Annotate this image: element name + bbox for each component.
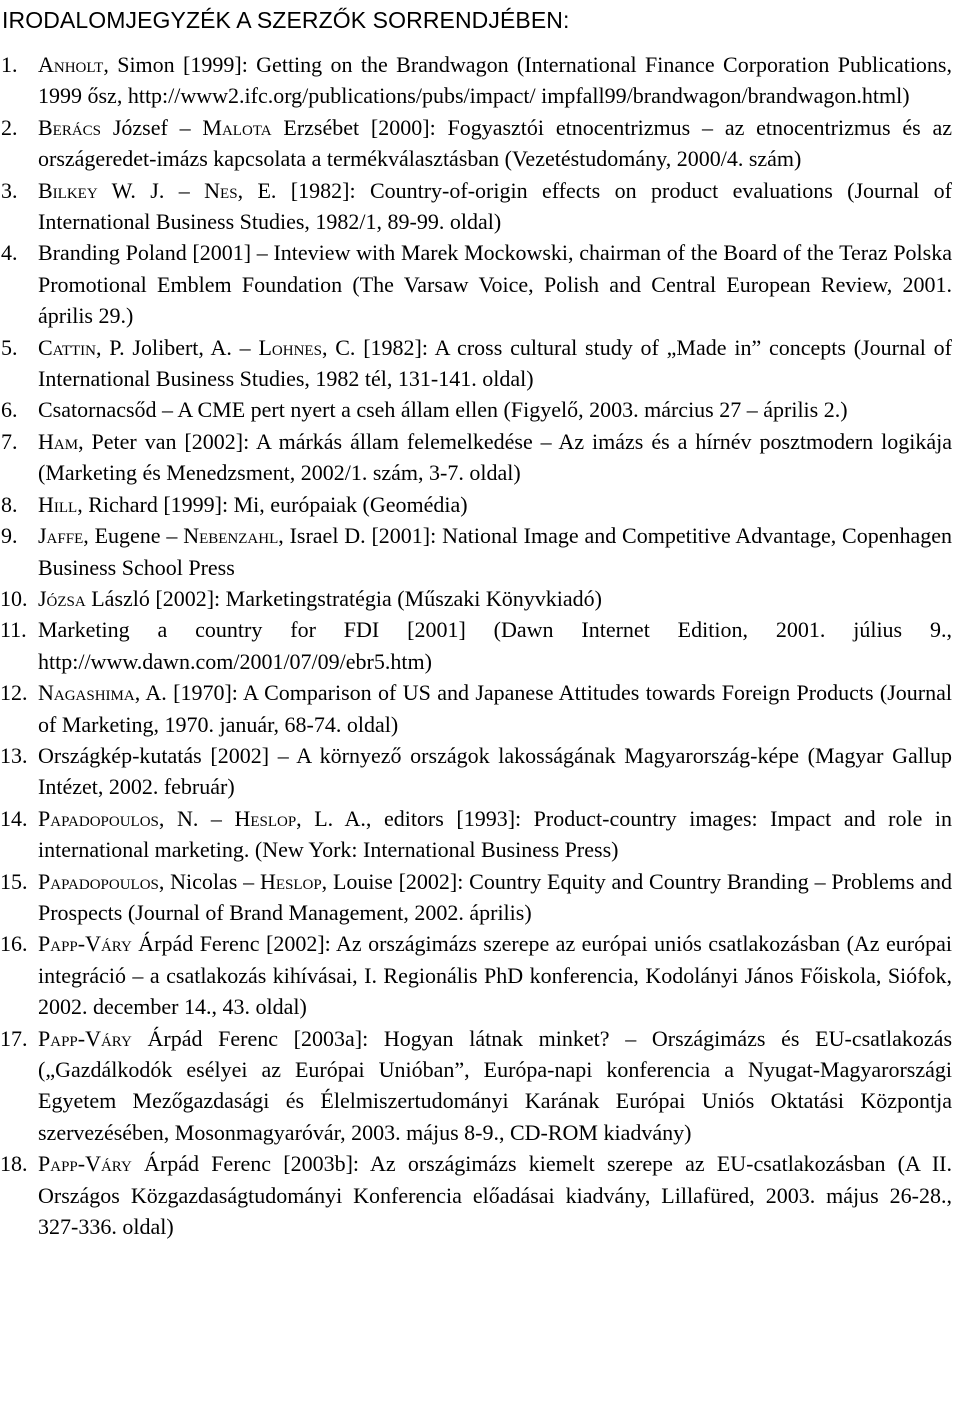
reference-item: [1, 237, 952, 331]
reference-text: , L. A., editors [1993]: Product-country images: Impact and role in international marketing. (New York: International Business Press): [38, 805, 952, 863]
author-surname: Nes: [204, 177, 238, 203]
reference-text: , A. [1970]: A Comparison of US and Japanese Attitudes towards Foreign Products (Journal of Marketing, 1970. január, 68-74. oldal): [38, 680, 952, 737]
reference-text: , Nicolas –: [158, 868, 260, 894]
author-surname: Papadopoulos: [38, 805, 159, 831]
reference-text: Árpád Ferenc [2003b]: Az országimázs kiemelt szerepe az EU-csatlakozásban (A II. Országos Közgazdaságtudományi Konferencia előadásai kiadvány, Lillafüred, 2003. május 26-28., 327-336. oldal): [38, 1151, 952, 1240]
reference-item: [0, 614, 952, 677]
bibliography-heading: IRODALOMJEGYZÉK A SZERZŐK SORRENDJÉBEN:: [2, 7, 570, 33]
author-surname: Papadopoulos: [38, 868, 159, 894]
author-surname: Papp-Váry: [38, 1151, 132, 1177]
reference-number: 12.: [0, 680, 28, 706]
reference-text: , P. Jolibert, A. –: [96, 334, 259, 360]
reference-text: Erzsébet [2000]: Fogyasztói etnocentrizmus – az etnocentrizmus és az országeredet-imázs kapcsolata a termékválasztásban (Vezetéstudomány, 2000/4. szám): [38, 114, 952, 172]
reference-text: , Eugene –: [83, 523, 184, 549]
reference-item: [1, 175, 952, 238]
reference-number: 9.: [1, 523, 18, 549]
reference-text: László [2002]: Marketingstratégia (Műszaki Könyvkiadó): [85, 585, 602, 611]
reference-number: 17.: [0, 1025, 28, 1051]
reference-text: , N. –: [158, 805, 235, 831]
reference-text: , Peter van [2002]: A márkás állam felemelkedése – Az imázs és a hírnév posztmodern logikája (Marketing és Menedzsment, 2002/1. szám, 3-7. oldal): [38, 428, 952, 486]
reference-text: , C. [1982]: A cross cultural study of „Made in” concepts (Journal of International Business Studies, 1982 tél, 131-141. oldal): [38, 334, 952, 392]
reference-item: [0, 928, 952, 1022]
reference-item: [0, 1148, 952, 1242]
reference-number: 10.: [0, 585, 28, 611]
author-surname: Cattin: [38, 334, 96, 360]
reference-number: 18.: [0, 1151, 28, 1177]
reference-item: [1, 112, 952, 175]
reference-item: [1, 49, 952, 112]
reference-item: [1, 520, 952, 583]
reference-text: Országkép-kutatás [2002] – A környező országok lakosságának Magyarország-képe (Magyar Gallup Intézet, 2002. február): [38, 742, 952, 800]
author-surname: Lohnes: [258, 334, 322, 360]
reference-text: Csatornacsőd – A CME pert nyert a cseh állam ellen (Figyelő, 2003. március 27 – április 2.): [38, 397, 848, 423]
reference-number: 4.: [1, 240, 18, 266]
reference-text: , Simon [1999]: Getting on the Brandwagon (International Finance Corporation Publications, 1999 ősz, http://www2.ifc.org/publications/pubs/impact/ impfall99/brandwagon/brandwagon.html): [38, 52, 952, 109]
reference-text: W. J. –: [97, 177, 205, 203]
reference-number: 1.: [1, 52, 18, 77]
reference-list: [0, 49, 952, 1242]
reference-item: [1, 489, 952, 520]
reference-number: 6.: [1, 397, 18, 423]
reference-text: Árpád Ferenc [2003a]: Hogyan látnak minket? – Országimázs és EU-csatlakozás („Gazdálkodók esélyei az Európai Unióban”, Európa-napi konferencia a Nyugat-Magyarországi Egyetem Mezőgazdasági és Élelmiszertudományi Karának Európai Uniós Oktatási Központja szervezésében, Mosonmagyaróvár, 2003. május 8-9., CD-ROM kiadvány): [38, 1025, 952, 1145]
author-surname: Heslop: [234, 805, 297, 831]
reference-text: , Louise [2002]: Country Equity and Country Branding – Problems and Prospects (Journal of Brand Management, 2002. április): [38, 868, 952, 925]
author-surname: Nebenzahl: [183, 523, 279, 549]
reference-number: 16.: [0, 931, 28, 957]
reference-number: 14.: [0, 805, 28, 831]
reference-item: [0, 740, 952, 803]
author-surname: Nagashima: [38, 680, 135, 706]
author-surname: Ham: [38, 428, 79, 454]
reference-text: , E. [1982]: Country-of-origin effects on product evaluations (Journal of International Business Studies, 1982/1, 89-99. oldal): [38, 177, 952, 235]
reference-item: [0, 583, 952, 614]
reference-item: [0, 1023, 952, 1149]
reference-item: [1, 332, 952, 395]
author-surname: Józsa: [38, 585, 86, 611]
reference-number: 5.: [1, 334, 18, 360]
reference-number: 8.: [1, 491, 18, 517]
reference-item: [1, 394, 952, 425]
reference-text: Branding Poland [2001] – Inteview with Marek Mockowski, chairman of the Board of the Teraz Polska Promotional Emblem Foundation (The Varsaw Voice, Polish and Central European Review, 2001. április 29.): [38, 240, 952, 329]
author-surname: Papp-Váry: [38, 931, 132, 957]
reference-text: Marketing a country for FDI [2001] (Dawn Internet Edition, 2001. július 9., http://www.dawn.com/2001/07/09/ebr5.htm): [38, 617, 952, 674]
reference-number: 2.: [1, 114, 18, 140]
reference-item: [0, 677, 952, 740]
reference-number: 13.: [0, 742, 28, 768]
reference-number: 7.: [1, 428, 18, 454]
author-surname: Jaffe: [38, 523, 84, 549]
author-surname: Anholt: [38, 52, 104, 77]
author-surname: Malota: [202, 114, 272, 140]
reference-text: , Richard [1999]: Mi, európaiak (Geomédia): [77, 491, 468, 517]
author-surname: Bilkey: [38, 177, 98, 203]
reference-item: [0, 803, 952, 866]
author-surname: Hill: [38, 491, 78, 517]
reference-item: [1, 426, 952, 489]
author-surname: Papp-Váry: [38, 1025, 132, 1051]
reference-text: , Israel D. [2001]: National Image and Competitive Advantage, Copenhagen Business School Press: [38, 523, 952, 580]
reference-number: 11.: [0, 617, 27, 643]
reference-text: Árpád Ferenc [2002]: Az országimázs szerepe az európai uniós csatlakozásban (Az európai integráció – a csatlakozás kihívásai, I. Regionális PhD konferencia, Kodolányi János Főiskola, Siófok, 2002. december 14., 43. oldal): [38, 931, 952, 1020]
author-surname: Berács: [38, 114, 102, 140]
author-surname: Heslop: [259, 868, 322, 894]
reference-text: József –: [101, 114, 203, 140]
reference-number: 3.: [1, 177, 18, 203]
reference-number: 15.: [0, 868, 28, 894]
reference-item: [0, 866, 952, 929]
